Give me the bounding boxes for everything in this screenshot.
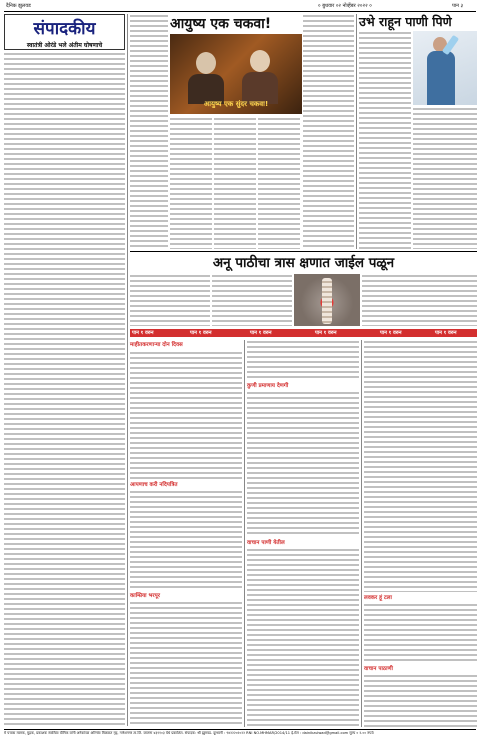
issue-date: ० बुधवार ०२ नोव्हेंबर २०२२ ० [318,3,372,9]
lower-col1-heading: माहीतकरणाऱ्या दोन दिवस [130,342,183,348]
water-headline: उभे राहून पाणी पिणे [359,14,452,29]
lower-col1-text2 [130,490,242,590]
footer-imprint [4,731,476,744]
back-pain-headline: अनू पाठीचा त्रास क्षणात जाईल पळून [212,255,395,271]
page-ref: पान १ वरुन [190,330,212,336]
imprint-text: मे पचका मालक, मुद्रक, प्रकाशक स्वामित्व यौगिक यांनी अनेकांव्या ओरेगांव मिळकत गृह, गणेशनगर ता.जि. जालना ४३११०३ येथे प्रकाशित. संपादक: श्री झुलवड. दूरध्वनी : ९४२२२०२०२२ RNI NO.MHMAR/2014/11 ई-मेल : dainikzulwad@gmail.com [4,731,349,735]
woman-figure-icon [250,50,270,72]
back-pain-col2 [212,274,292,326]
aayush-col2 [214,117,256,249]
editorial-subtitle: स्वातंत्री ओरंडे भले अंतीम घोषणाचे [26,42,103,49]
lower-col2-text [247,340,359,380]
column-divider [244,340,245,727]
lower-col3-subheading: वाचान पाठाणी [364,666,393,672]
page-number: पान ३ [452,3,464,9]
back-pain-image [294,274,360,326]
editorial-body [4,52,125,727]
footer-rule [4,729,476,730]
page-ref: पान १ वरुन [250,330,272,336]
back-pain-col1 [130,274,210,326]
lower-col1-subheading2: काम्प्रिया भरपूर [130,593,160,599]
lower-col3-text2 [364,603,477,663]
header-rule [4,11,476,12]
paper-name: दैनिक झुलवड [6,3,31,9]
page-ref: पान १ वरुन [132,330,154,336]
section-rule [130,251,477,252]
editorial-title: संपादकीय [33,19,96,39]
image-caption: आयुष्य एक सुंदर चकवा! [203,100,269,108]
page-ref: पान १ वरुन [315,330,337,336]
lower-col2-subheading: वाचान पाणी येतील [247,540,285,546]
aayush-image [170,34,302,114]
editorial-title-box [4,14,125,50]
page-ref: पान १ वरुन [380,330,402,336]
water-col1 [359,31,411,249]
lower-col2-text3 [247,548,359,727]
lower-col3-heading: लवकर हूं टला [364,595,392,601]
water-image [413,31,477,105]
price-note: मूल्य ० २.०० रुपये [349,731,374,735]
spine-icon [322,278,332,324]
page-ref-band [130,329,477,337]
person-body-icon [427,51,455,105]
column-divider [127,14,128,726]
lower-col1-text3 [130,601,242,727]
lower-col1-text [130,351,242,479]
aayush-left-text [130,14,168,249]
water-col2 [413,107,477,249]
lower-col1-subheading: आपणाच करी नदिपत्रित [130,482,178,488]
aayush-headline: आयुष्य एक चकवा! [170,16,272,32]
column-divider [361,340,362,727]
man-figure-icon [196,52,216,74]
lower-col2-text2 [247,391,359,537]
page-ref: पान १ वरुन [435,330,457,336]
aayush-col1 [170,117,212,249]
lower-col3-text3 [364,674,477,727]
aayush-col3 [258,117,300,249]
lower-col2-heading: कुणी प्रमाणाय देणगी [247,383,289,389]
lower-col3-text [364,340,477,592]
aayush-col4 [303,14,354,249]
back-pain-col3 [362,274,477,326]
column-divider [356,14,357,249]
